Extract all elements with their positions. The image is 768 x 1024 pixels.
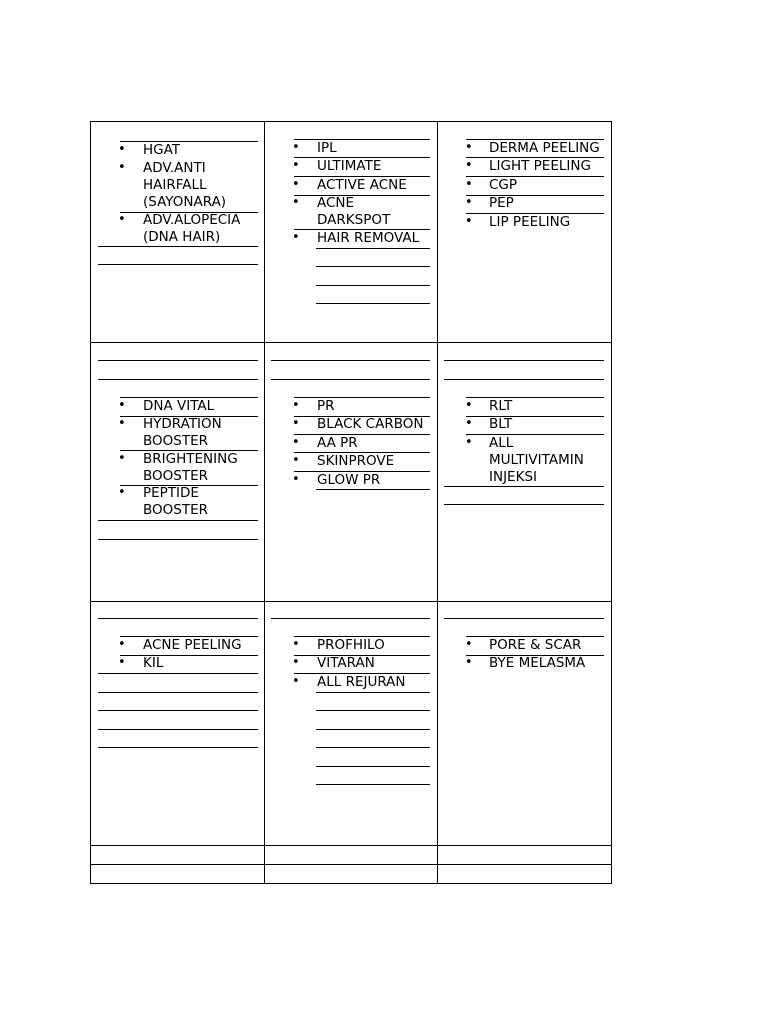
cell-rule [316,729,430,730]
bullet-icon: • [292,637,300,652]
cell-rule [444,379,604,380]
list-item: LIP PEELING [489,214,571,230]
list-item: HGAT [143,142,181,158]
cell-rule [316,710,430,711]
cell-rule [98,520,258,521]
cell-rule [98,729,258,730]
table-divider-1 [264,121,265,883]
list-item: ACNE PEELING [143,637,242,653]
list-item: ADV.ANTI HAIRFALL (SAYONARA) [143,160,227,210]
bullet-icon: • [118,142,126,157]
bullet-icon: • [465,655,473,670]
list-item: PEPTIDE BOOSTER [143,485,209,518]
cell-rule [120,655,258,656]
table-border-bottom [90,883,612,884]
cell-rule [316,266,430,267]
table-divider-2 [437,121,438,883]
cell-rule [466,416,604,417]
bullet-icon: • [465,158,473,173]
list-item: SKINPROVE [317,453,395,469]
list-item: BRIGHTENING BOOSTER [143,451,238,484]
list-item: RLT [489,398,513,414]
bullet-icon: • [292,158,300,173]
cell-rule [98,673,258,674]
list-item: IPL [317,140,337,156]
bullet-icon: • [118,398,126,413]
bullet-icon: • [465,177,473,192]
cell-rule [98,618,258,619]
list-item: ACTIVE ACNE [317,177,407,193]
cell-rule [98,246,258,247]
list-item: AA PR [317,435,358,451]
cell-rule [444,486,604,487]
cell-rule [444,360,604,361]
cell-rule [316,285,430,286]
cell-rule [316,248,430,249]
cell-rule [98,692,258,693]
cell-rule [98,539,258,540]
list-item: ADV.ALOPECIA (DNA HAIR) [143,212,241,245]
cell-rule [466,195,604,196]
bullet-icon: • [465,214,473,229]
cell-rule [294,434,430,435]
cell-rule [316,489,430,490]
list-item: BLACK CARBON [317,416,424,432]
list-item: ALL REJURAN [317,674,406,690]
row-divider-2 [90,601,612,602]
list-item: ULTIMATE [317,158,382,174]
cell-rule [271,360,430,361]
list-item: PROFHILO [317,637,385,653]
list-item: KIL [143,655,164,671]
cell-rule [98,379,258,380]
cell-rule [294,139,430,140]
list-item: PEP [489,195,514,211]
cell-rule [316,784,430,785]
bullet-icon: • [292,453,300,468]
cell-rule [466,176,604,177]
cell-rule [316,766,430,767]
bullet-icon: • [118,160,126,175]
bullet-icon: • [292,230,300,245]
list-item: DNA VITAL [143,398,215,414]
list-item: LIGHT PEELING [489,158,591,174]
list-item: BLT [489,416,513,432]
cell-rule [271,618,430,619]
table-border-right [611,121,612,883]
bullet-icon: • [118,637,126,652]
row-divider-4 [90,864,612,865]
bullet-icon: • [465,416,473,431]
cell-rule [98,121,258,122]
bullet-icon: • [292,398,300,413]
list-item: HAIR REMOVAL [317,230,420,246]
bullet-icon: • [118,655,126,670]
list-item: ACNE DARKSPOT [317,195,391,228]
cell-rule [316,747,430,748]
row-divider-3 [90,845,612,846]
cell-rule [316,303,430,304]
bullet-icon: • [465,398,473,413]
list-item: PORE & SCAR [489,637,582,653]
bullet-icon: • [465,637,473,652]
bullet-icon: • [292,140,300,155]
bullet-icon: • [292,416,300,431]
bullet-icon: • [465,195,473,210]
list-item: BYE MELASMA [489,655,586,671]
bullet-icon: • [465,435,473,450]
bullet-icon: • [292,195,300,210]
cell-rule [98,710,258,711]
bullet-icon: • [292,435,300,450]
cell-rule [98,360,258,361]
cell-rule [271,379,430,380]
bullet-icon: • [118,451,126,466]
list-item: ALL MULTIVITAMIN INJEKSI [489,435,584,485]
cell-rule [294,397,430,398]
bullet-icon: • [292,655,300,670]
cell-rule [444,618,604,619]
bullet-icon: • [292,472,300,487]
bullet-icon: • [292,177,300,192]
bullet-icon: • [465,140,473,155]
cell-rule [466,397,604,398]
list-item: PR [317,398,335,414]
list-item: HYDRATION BOOSTER [143,416,222,449]
bullet-icon: • [118,212,126,227]
cell-rule [98,264,258,265]
cell-rule [444,504,604,505]
list-item: VITARAN [317,655,375,671]
cell-rule [316,692,430,693]
bullet-icon: • [118,416,126,431]
list-item: DERMA PEELING [489,140,600,156]
table-border-left [90,121,91,883]
bullet-icon: • [292,674,300,689]
list-item: GLOW PR [317,472,381,488]
list-item: CGP [489,177,518,193]
row-divider-1 [90,342,612,343]
cell-rule [98,747,258,748]
cell-rule [120,141,258,142]
bullet-icon: • [118,485,126,500]
